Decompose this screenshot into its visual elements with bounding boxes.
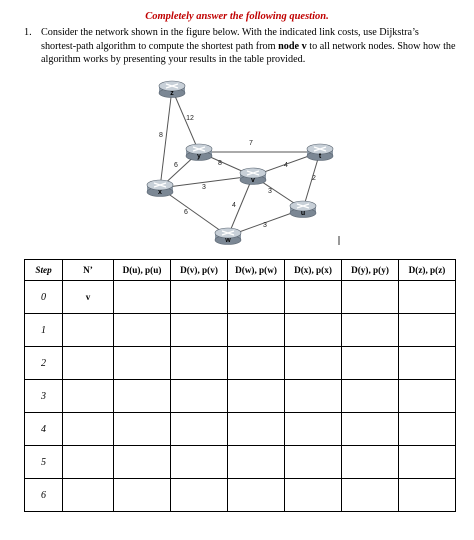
link-cost-v-u: 3 [268,188,272,195]
router-v-icon [240,168,266,185]
link-cost-w-u: 3 [263,222,267,229]
answer-cell-dy[interactable] [342,479,399,512]
link-cost-v-t: 4 [284,162,288,169]
table-row [25,281,456,314]
header-n-prime: N’ [63,260,114,281]
answer-cell-dx[interactable] [285,347,342,380]
step-cell: 5 [25,446,63,479]
answer-cell-dy[interactable] [342,446,399,479]
answer-cell-dw[interactable] [228,413,285,446]
table-header-row [25,260,456,281]
step-cell: 0 [25,281,63,314]
header-dy: D(y), p(y) [342,260,399,281]
router-y-icon [186,144,212,161]
network-diagram [0,0,474,260]
answer-cell-dx[interactable] [285,281,342,314]
router-z-icon [159,81,185,98]
step-cell: 2 [25,347,63,380]
answer-cell-dw[interactable] [228,281,285,314]
answer-cell-du[interactable] [114,446,171,479]
n-prime-cell[interactable] [63,347,114,380]
link-cost-x-y: 6 [174,162,178,169]
header-dz: D(z), p(z) [399,260,456,281]
header-dw: D(w), p(w) [228,260,285,281]
answer-cell-dy[interactable] [342,314,399,347]
link-cost-v-w: 4 [232,202,236,209]
router-label-u: u [300,210,306,217]
table-row [25,380,456,413]
answer-cell-dx[interactable] [285,413,342,446]
n-prime-cell[interactable] [63,281,114,314]
router-label-v: v [251,177,255,184]
n-prime-cell[interactable] [63,446,114,479]
header-dv: D(v), p(v) [171,260,228,281]
answer-cell-dz[interactable] [399,380,456,413]
answer-cell-dv[interactable] [171,314,228,347]
answer-cell-dv[interactable] [171,479,228,512]
router-u-icon [290,201,316,218]
answer-cell-dw[interactable] [228,380,285,413]
router-label-z: z [170,90,174,97]
link-cost-z-y: 12 [186,115,194,122]
table-row [25,413,456,446]
header-dx: D(x), p(x) [285,260,342,281]
table-row [25,347,456,380]
question-text-after: to all network nodes. Show how the algorithm works by presenting your results in the table provided. [41,40,456,65]
link-cost-x-v: 3 [202,184,206,191]
answer-cell-dz[interactable] [399,479,456,512]
table-row [25,446,456,479]
table-body [25,281,456,512]
link-cost-x-w: 6 [184,209,188,216]
answer-cell-dz[interactable] [399,413,456,446]
answer-cell-dx[interactable] [285,479,342,512]
router-label-y: y [197,153,201,160]
link-cost-t-u: 2 [312,175,316,182]
answer-cell-dv[interactable] [171,347,228,380]
answer-cell-dz[interactable] [399,347,456,380]
answer-cell-du[interactable] [114,281,171,314]
link-cost-y-v: 8 [218,160,222,167]
answer-cell-du[interactable] [114,347,171,380]
answer-cell-dw[interactable] [228,314,285,347]
link-cost-y-t: 7 [249,140,253,147]
table-row [25,314,456,347]
answer-cell-dy[interactable] [342,380,399,413]
question-text-before: Consider the network shown in the figure below. With the indicated link costs, use Dijkstra’s shortest-path algorithm to compute the shortest path from [41,27,419,52]
dijkstra-table [24,259,456,512]
answer-cell-dz[interactable] [399,446,456,479]
header-du: D(u), p(u) [114,260,171,281]
answer-cell-dv[interactable] [171,380,228,413]
router-x-icon [147,180,173,197]
question-bold-node: node v [278,40,307,52]
router-w-icon [215,228,241,245]
answer-cell-dy[interactable] [342,281,399,314]
n-prime-value: v [85,291,91,302]
step-cell: 1 [25,314,63,347]
link-x-v [160,176,253,188]
header-step: Step [25,260,63,281]
link-cost-z-x: 8 [159,132,163,139]
answer-cell-du[interactable] [114,413,171,446]
answer-cell-du[interactable] [114,479,171,512]
answer-cell-dw[interactable] [228,347,285,380]
link-x-w [160,188,228,236]
n-prime-cell[interactable] [63,413,114,446]
router-label-w: w [225,237,231,244]
answer-cell-du[interactable] [114,314,171,347]
router-t-icon [307,144,333,161]
assignment-heading: Completely answer the following question. [145,11,329,22]
answer-cell-dv[interactable] [171,281,228,314]
answer-cell-dv[interactable] [171,446,228,479]
n-prime-cell[interactable] [63,380,114,413]
answer-cell-dx[interactable] [285,314,342,347]
router-label-x: x [158,189,162,196]
answer-cell-dx[interactable] [285,380,342,413]
answer-cell-dw[interactable] [228,446,285,479]
step-cell: 6 [25,479,63,512]
router-label-t: t [318,153,322,160]
step-cell: 3 [25,380,63,413]
answer-cell-dv[interactable] [171,413,228,446]
answer-cell-dw[interactable] [228,479,285,512]
answer-cell-dy[interactable] [342,347,399,380]
question-number: 1. [24,27,32,38]
n-prime-cell[interactable] [63,479,114,512]
n-prime-cell[interactable] [63,314,114,347]
answer-cell-dz[interactable] [399,281,456,314]
answer-cell-du[interactable] [114,380,171,413]
answer-cell-dy[interactable] [342,413,399,446]
answer-cell-dx[interactable] [285,446,342,479]
step-cell: 4 [25,413,63,446]
answer-cell-dz[interactable] [399,314,456,347]
table-row [25,479,456,512]
